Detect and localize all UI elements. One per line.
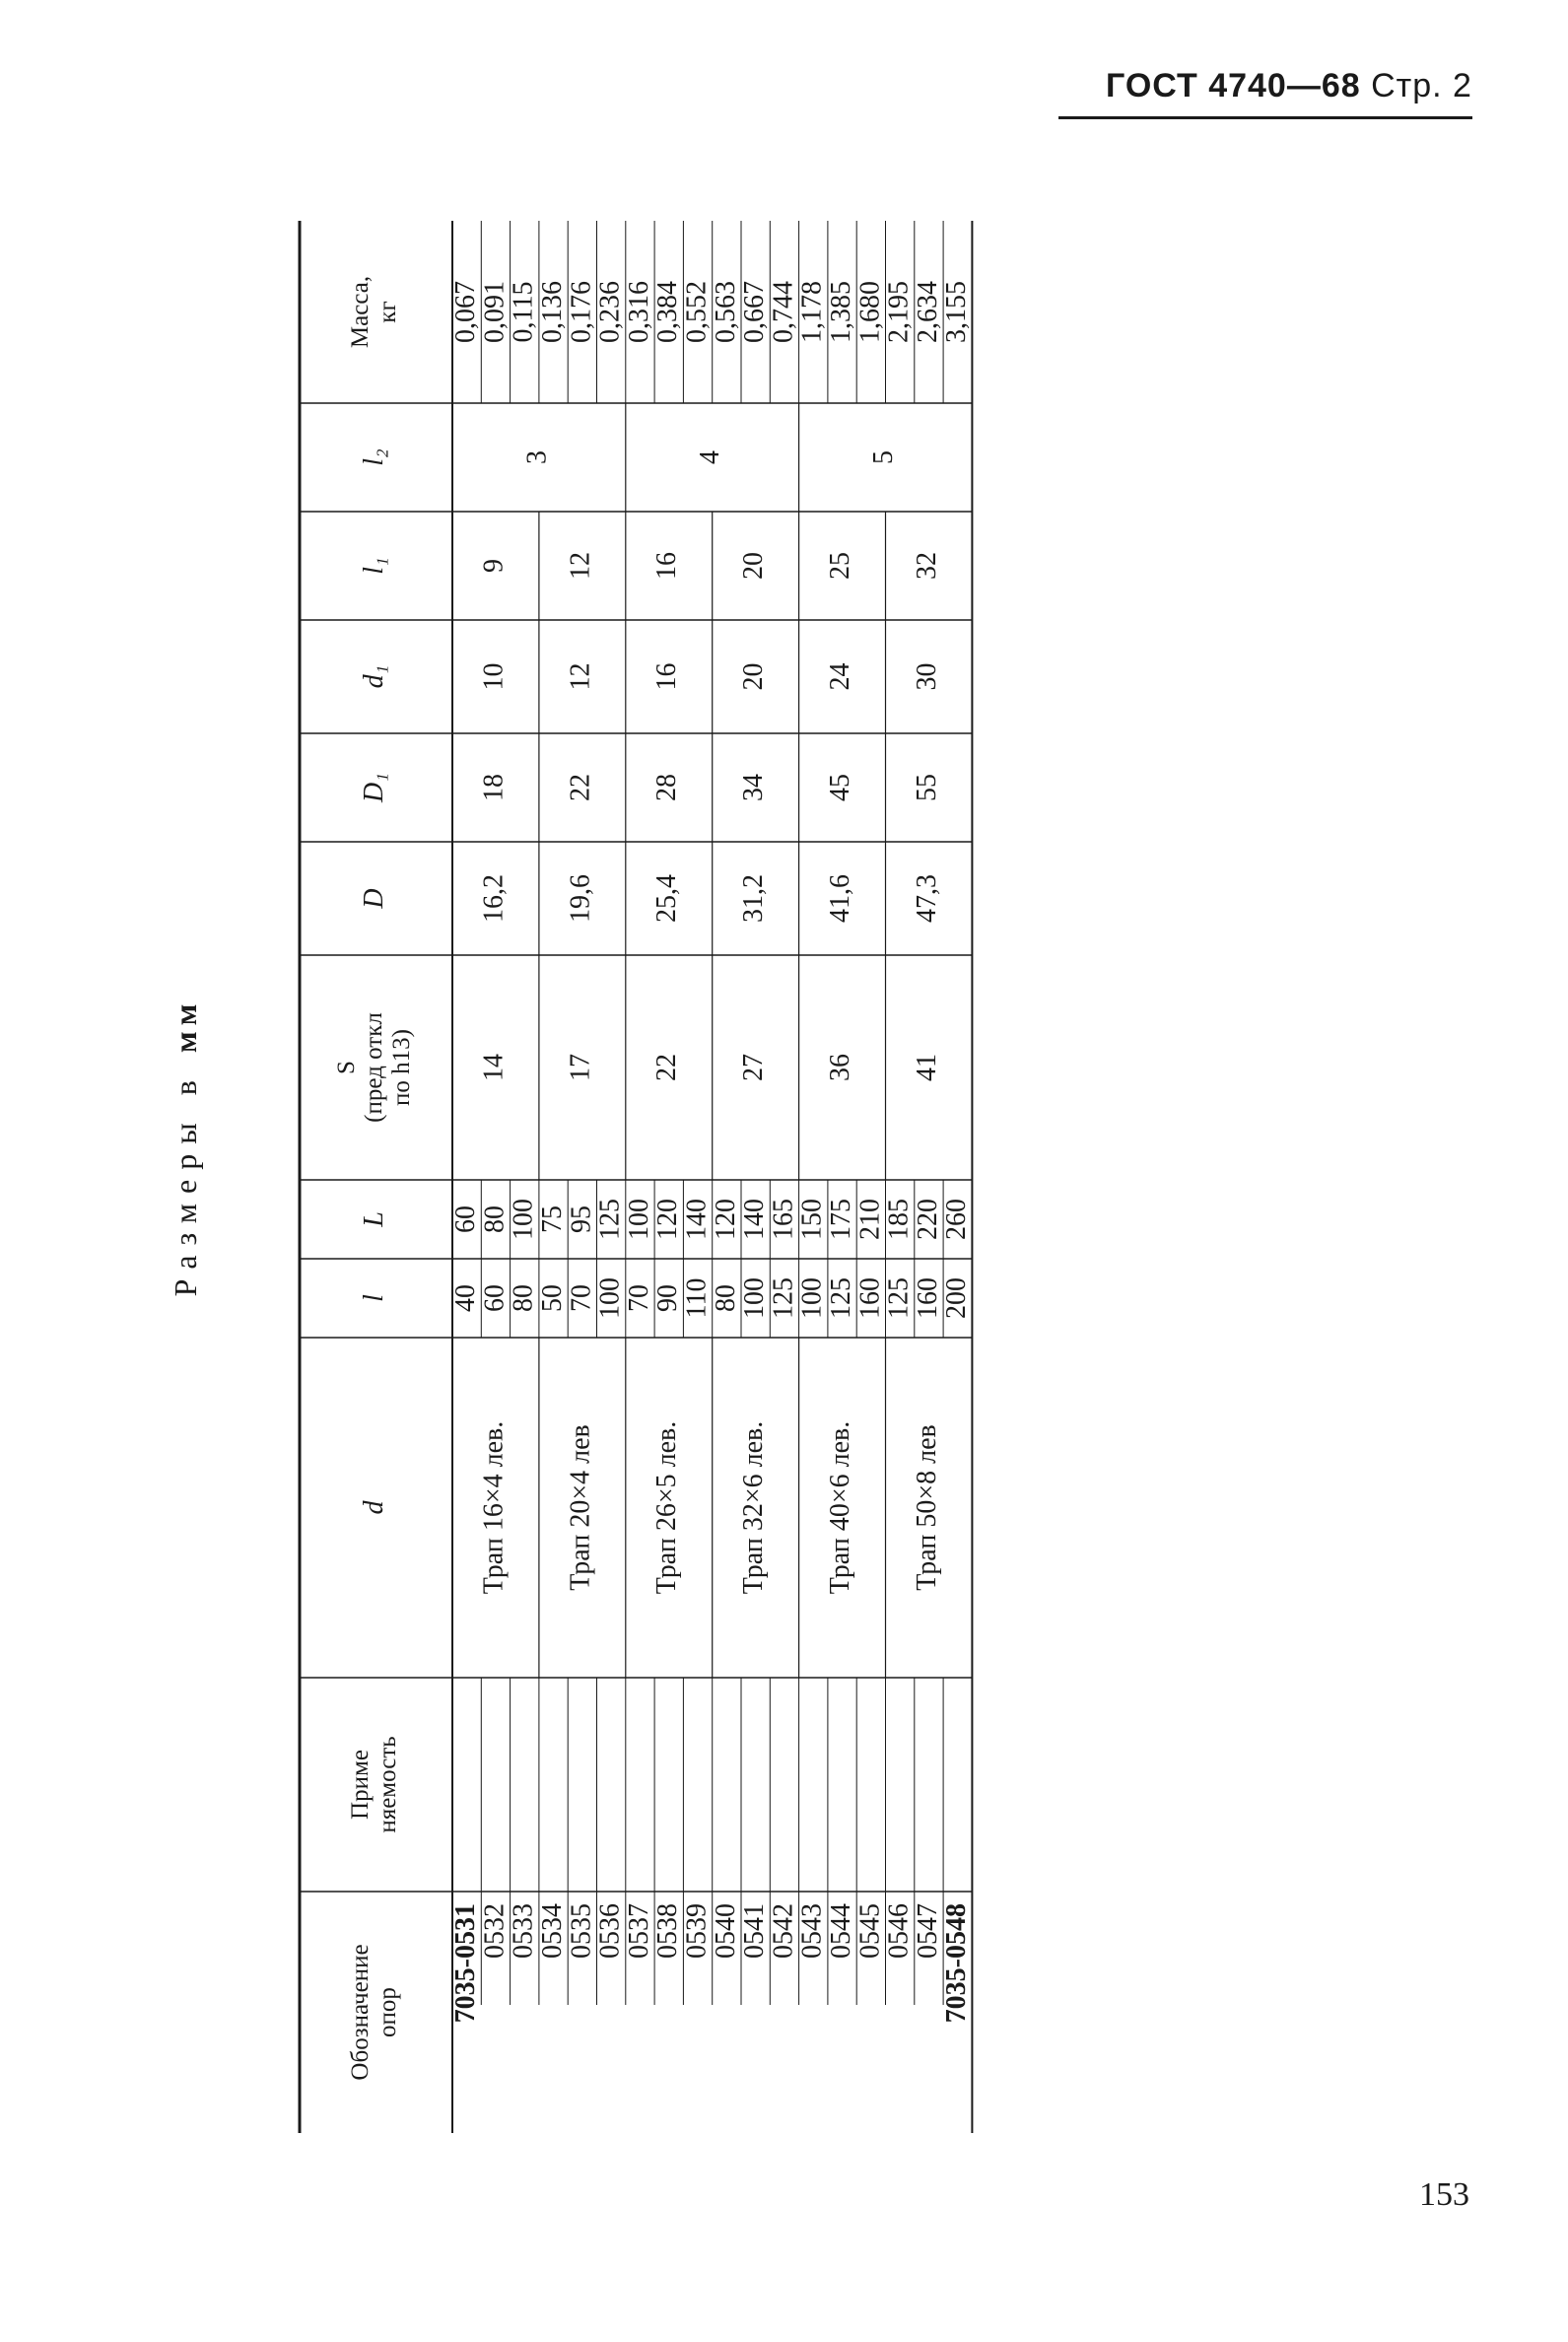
cell-l2: 3 <box>521 450 553 464</box>
cell-L: 140 <box>739 1199 771 1240</box>
page-header <box>1106 67 1472 105</box>
cell-L: 75 <box>536 1205 568 1233</box>
cell-d1: 12 <box>565 662 596 691</box>
cell-designation: 0539 <box>681 1903 713 1959</box>
cell-S: 22 <box>651 1054 683 1081</box>
cell-l: 50 <box>536 1284 568 1312</box>
cell-mass: 0,236 <box>594 281 626 343</box>
cell-d1: 10 <box>478 662 510 691</box>
column-header-l: l <box>358 1294 389 1302</box>
cell-S: 27 <box>738 1054 770 1081</box>
cell-D1: 18 <box>478 774 510 801</box>
column-header-mass: кг <box>375 301 402 323</box>
column-header-designation: Обозначение <box>347 1944 375 2081</box>
cell-l1: 12 <box>565 552 596 580</box>
cell-l: 40 <box>450 1284 482 1312</box>
cell-designation: 0532 <box>479 1903 511 1959</box>
cell-d: Трап 40×6 лев. <box>824 1420 855 1595</box>
cell-l: 125 <box>883 1277 915 1319</box>
dimensions-table <box>162 162 1142 2133</box>
cell-l: 200 <box>941 1277 973 1319</box>
column-header-designation: опор <box>375 1987 402 2037</box>
cell-d1: 30 <box>911 662 942 691</box>
cell-mass: 1,385 <box>825 281 856 343</box>
cell-L: 120 <box>710 1199 741 1240</box>
cell-designation: 0536 <box>594 1903 626 1959</box>
cell-L: 100 <box>508 1199 539 1240</box>
cell-designation: 0547 <box>912 1903 943 1959</box>
cell-D: 25,4 <box>651 874 683 923</box>
cell-designation: 0545 <box>854 1903 886 1959</box>
cell-mass: 0,552 <box>681 281 713 343</box>
cell-l1: 9 <box>478 559 510 573</box>
cell-d1: 24 <box>824 662 855 691</box>
cell-mass: 0,563 <box>710 281 741 343</box>
cell-l: 60 <box>479 1284 511 1312</box>
cell-designation: 0546 <box>883 1903 915 1959</box>
cell-L: 125 <box>594 1199 626 1240</box>
cell-S: 17 <box>565 1054 596 1081</box>
cell-designation: 0542 <box>768 1903 799 1959</box>
cell-D1: 55 <box>911 774 942 801</box>
cell-l: 80 <box>710 1284 741 1312</box>
cell-l: 125 <box>768 1277 799 1319</box>
cell-mass: 3,155 <box>941 281 973 343</box>
cell-D1: 45 <box>824 774 855 801</box>
cell-mass: 1,178 <box>796 281 828 343</box>
column-header-S: S <box>333 1061 361 1074</box>
cell-mass: 0,176 <box>566 281 597 343</box>
cell-d: Трап 20×4 лев <box>565 1424 596 1591</box>
cell-D: 16,2 <box>478 874 510 923</box>
column-header-L: L <box>358 1211 389 1227</box>
cell-mass: 0,136 <box>536 281 568 343</box>
cell-D: 31,2 <box>738 874 770 923</box>
cell-L: 150 <box>796 1199 828 1240</box>
cell-designation: 0538 <box>652 1903 684 1959</box>
cell-mass: 1,680 <box>854 281 886 343</box>
standard-number: ГОСТ 4740—68 <box>1106 67 1361 104</box>
cell-S: 41 <box>911 1054 942 1081</box>
cell-d1: 20 <box>738 662 770 691</box>
cell-designation: 0535 <box>566 1903 597 1959</box>
cell-l: 100 <box>594 1277 626 1319</box>
cell-designation: 0534 <box>536 1903 568 1959</box>
cell-d: Трап 16×4 лев. <box>478 1420 510 1595</box>
cell-mass: 0,316 <box>623 281 654 343</box>
column-header-applicability: Приме <box>347 1750 375 1820</box>
cell-l: 125 <box>825 1277 856 1319</box>
cell-L: 210 <box>854 1199 886 1240</box>
cell-L: 140 <box>681 1199 713 1240</box>
column-header-l2: l₂ <box>358 448 389 466</box>
column-header-d1: d₁ <box>358 664 389 689</box>
cell-L: 260 <box>941 1199 973 1240</box>
cell-L: 80 <box>479 1205 511 1233</box>
cell-d: Трап 50×8 лев <box>911 1424 942 1591</box>
cell-l: 70 <box>623 1284 654 1312</box>
column-header-applicability: няемость <box>375 1736 402 1833</box>
cell-mass: 0,384 <box>652 281 684 343</box>
cell-L: 185 <box>883 1199 915 1240</box>
cell-l: 100 <box>739 1277 771 1319</box>
cell-mass: 0,744 <box>768 281 799 343</box>
column-header-D1: D₁ <box>358 773 389 802</box>
rotated-table-block <box>162 162 1142 2133</box>
column-header-mass: Масса, <box>347 275 375 349</box>
header-rule <box>1058 116 1472 119</box>
cell-designation: 0541 <box>739 1903 771 1959</box>
cell-l2: 5 <box>867 450 899 464</box>
cell-L: 120 <box>652 1199 684 1240</box>
cell-d: Трап 26×5 лев. <box>651 1420 683 1595</box>
page-ref: Стр. 2 <box>1371 67 1472 104</box>
cell-l2: 4 <box>695 450 726 464</box>
column-header-l1: l₁ <box>358 557 389 575</box>
cell-designation: 7035-0531 <box>450 1903 482 2024</box>
cell-L: 100 <box>623 1199 654 1240</box>
cell-designation: 0544 <box>825 1903 856 1959</box>
cell-d1: 16 <box>651 662 683 691</box>
cell-designation: 0540 <box>710 1903 741 1959</box>
cell-D1: 28 <box>651 774 683 801</box>
cell-d: Трап 32×6 лев. <box>738 1420 770 1595</box>
cell-l1: 32 <box>911 552 942 580</box>
caption-unit: мм <box>168 998 203 1054</box>
cell-L: 165 <box>768 1199 799 1240</box>
cell-l: 160 <box>854 1277 886 1319</box>
column-header-S: по h13) <box>388 1029 416 1106</box>
cell-designation: 7035-0548 <box>941 1903 973 2024</box>
cell-D: 47,3 <box>911 874 942 923</box>
cell-L: 95 <box>566 1205 597 1233</box>
cell-D1: 34 <box>738 774 770 801</box>
cell-designation: 0537 <box>623 1903 654 1959</box>
page-number: 153 <box>1419 2176 1469 2213</box>
cell-l: 110 <box>681 1277 713 1319</box>
cell-l: 70 <box>566 1284 597 1312</box>
cell-S: 14 <box>478 1054 510 1081</box>
cell-mass: 0,115 <box>508 281 539 343</box>
cell-mass: 2,634 <box>912 281 943 343</box>
cell-l1: 20 <box>738 552 770 580</box>
cell-mass: 0,091 <box>479 281 511 343</box>
cell-l: 160 <box>912 1277 943 1319</box>
cell-l1: 16 <box>651 552 683 580</box>
cell-D1: 22 <box>565 774 596 801</box>
cell-designation: 0533 <box>508 1903 539 1959</box>
cell-l: 90 <box>652 1284 684 1312</box>
cell-D: 19,6 <box>565 874 596 923</box>
column-header-S: (пред откл <box>361 1012 388 1123</box>
cell-D: 41,6 <box>824 874 855 923</box>
cell-L: 175 <box>825 1199 856 1240</box>
cell-l1: 25 <box>824 552 855 580</box>
cell-l: 100 <box>796 1277 828 1319</box>
cell-mass: 0,067 <box>450 281 482 343</box>
column-header-D: D <box>358 888 389 909</box>
cell-L: 220 <box>912 1199 943 1240</box>
caption-text: Размеры в <box>168 1070 203 1297</box>
cell-S: 36 <box>824 1054 855 1081</box>
cell-mass: 2,195 <box>883 281 915 343</box>
cell-L: 60 <box>450 1205 482 1233</box>
cell-designation: 0543 <box>796 1903 828 1959</box>
cell-mass: 0,667 <box>739 281 771 343</box>
cell-l: 80 <box>508 1284 539 1312</box>
column-header-d: d <box>358 1500 389 1515</box>
